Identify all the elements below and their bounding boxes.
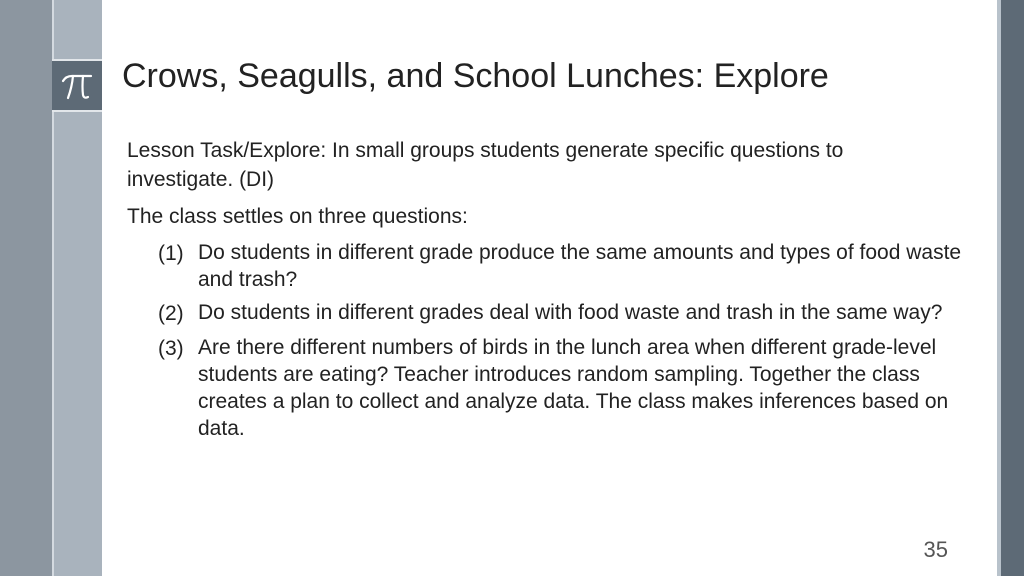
lesson-task-paragraph: Lesson Task/Explore: In small groups students generate specific questions to investigate. (DI) [127,139,844,191]
question-number: (1) [158,242,184,265]
pi-icon-box [52,59,102,112]
question-number: (3) [158,337,184,360]
slide-number: 35 [923,537,948,562]
questions-intro-paragraph: The class settles on three questions: [127,205,468,228]
question-item-2 [127,299,987,328]
question-number: (2) [158,302,184,325]
question-item-3 [127,334,987,442]
pi-icon [60,71,94,101]
question-text: Do students in different grades deal with food waste and trash in the same way? [198,301,943,324]
question-text: Are there different numbers of birds in the lunch area when different grade-level students are eating? Teacher introduces random sampling. Together the class creates a plan to collect and analyze data. The class makes inferences based on data. [198,336,949,440]
slide-content [127,136,987,448]
left-decorative-strip [0,0,52,576]
questions-list [127,239,987,442]
question-item-1 [127,239,987,293]
right-decorative-strip [1001,0,1024,576]
question-text: Do students in different grade produce the same amounts and types of food waste and trash? [198,241,962,291]
slide-title: Crows, Seagulls, and School Lunches: Explore [122,57,829,95]
